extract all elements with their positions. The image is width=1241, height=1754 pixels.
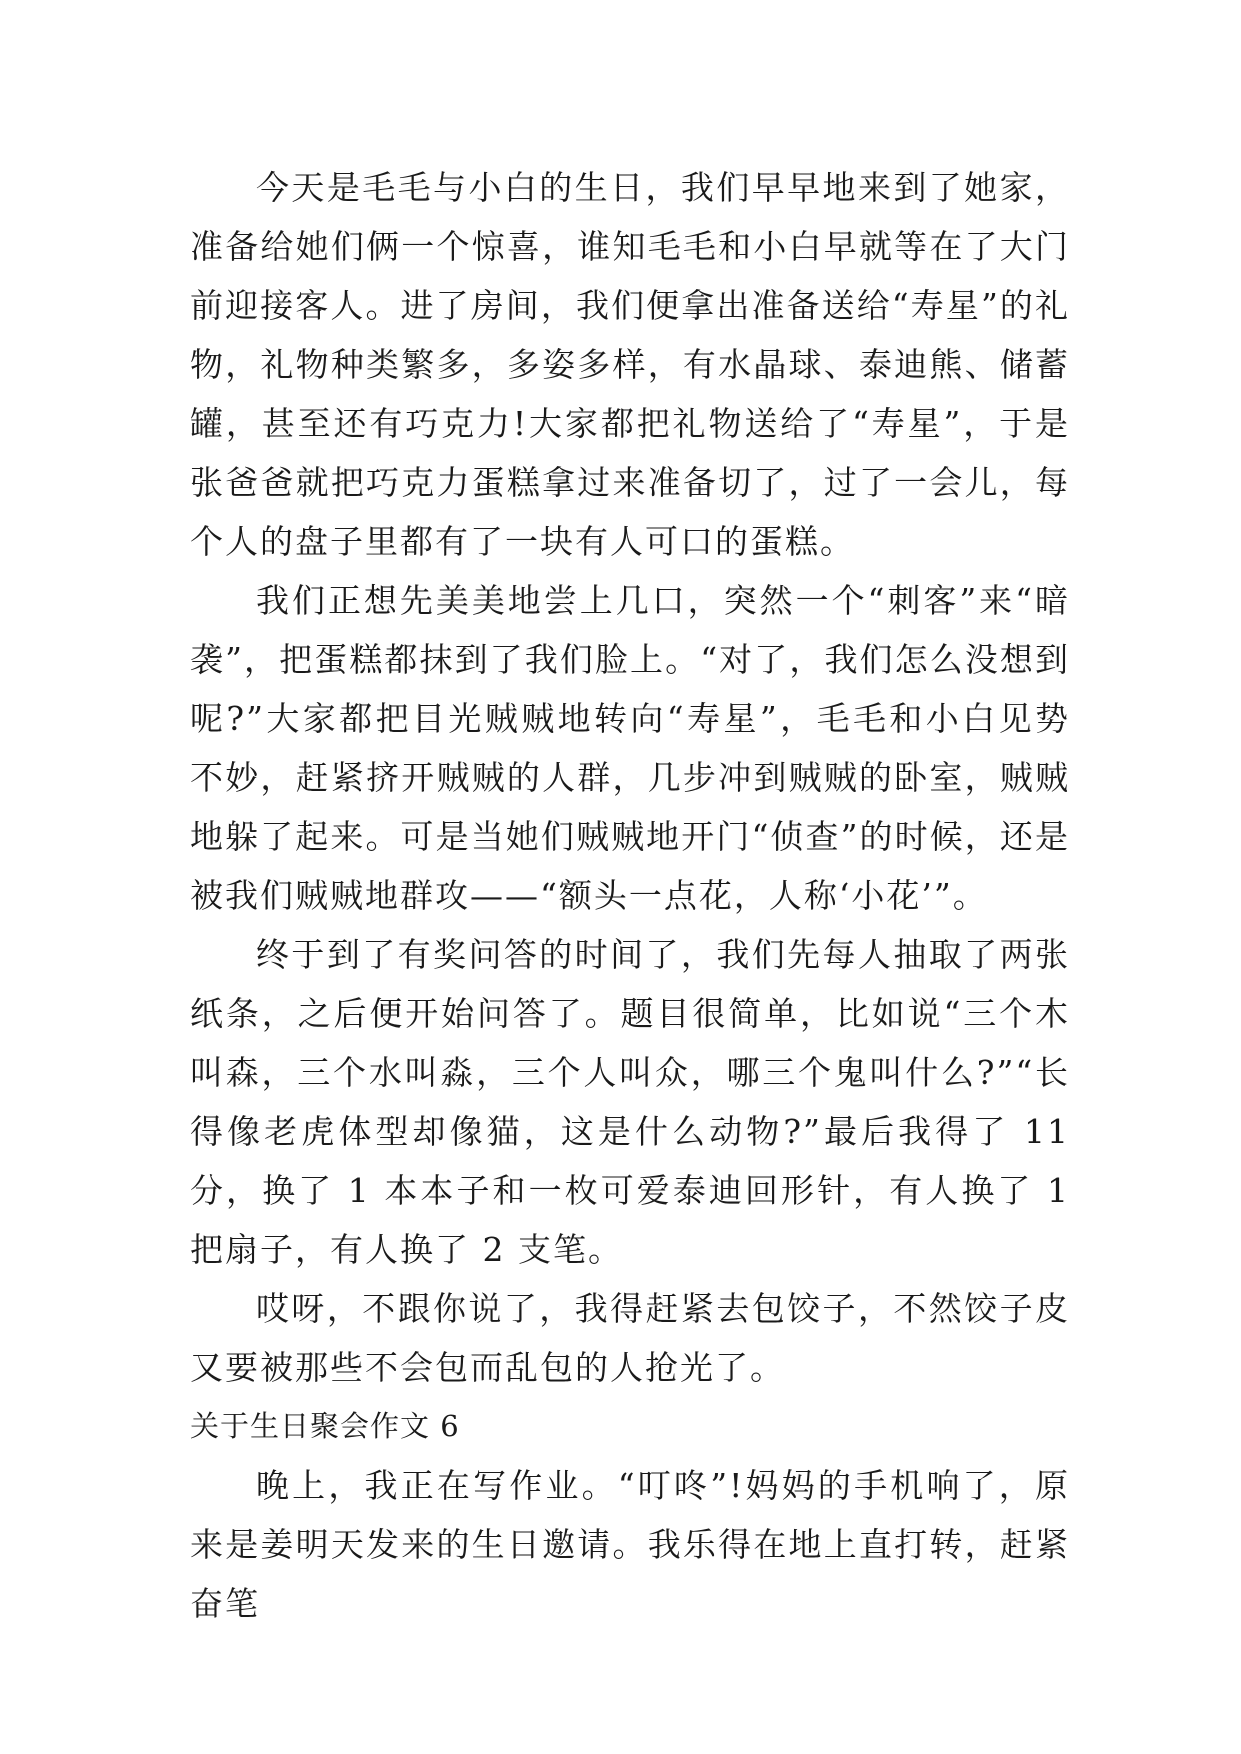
paragraph-4: 哎呀，不跟你说了，我得赶紧去包饺子，不然饺子皮又要被那些不会包而乱包的人抢光了。 (190, 1289, 1070, 1387)
paragraph-3: 终于到了有奖问答的时间了，我们先每人抽取了两张纸条，之后便开始问答了。题目很简单，比如说“三个木叫森，三个水叫淼，三个人叫众，哪三个鬼叫什么?”“长得像老虎体型却像猫，这是什么动物?”最后我得了 11 分，换了 1 本本子和一枚可爱泰迪回形针，有人换了 1 把扇子，有人换了 2 支笔。 (190, 935, 1070, 1269)
paragraph-2: 我们正想先美美地尝上几口，突然一个“刺客”来“暗袭”，把蛋糕都抹到了我们脸上。“对了，我们怎么没想到呢?”大家都把目光贼贼地转向“寿星”，毛毛和小白见势不妙，赶紧挤开贼贼的人群，几步冲到贼贼的卧室，贼贼地躲了起来。可是当她们贼贼地开门“侦查”的时候，还是被我们贼贼地群攻——“额头一点花，人称‘小花’”。 (190, 581, 1070, 915)
section-heading: 关于生日聚会作文 6 (190, 1409, 460, 1443)
paragraph-1: 今天是毛毛与小白的生日，我们早早地来到了她家，准备给她们俩一个惊喜，谁知毛毛和小白早就等在了大门前迎接客人。进了房间，我们便拿出准备送给“寿星”的礼物，礼物种类繁多，多姿多样，有水晶球、泰迪熊、储蓄罐，甚至还有巧克力!大家都把礼物送给了“寿星”，于是张爸爸就把巧克力蛋糕拿过来准备切了，过了一会儿，每个人的盘子里都有了一块有人可口的蛋糕。 (190, 168, 1070, 561)
document-body (190, 158, 1070, 1633)
paragraph-5: 晚上，我正在写作业。“叮咚”!妈妈的手机响了，原来是姜明天发来的生日邀请。我乐得在地上直打转，赶紧奋笔 (190, 1466, 1070, 1623)
